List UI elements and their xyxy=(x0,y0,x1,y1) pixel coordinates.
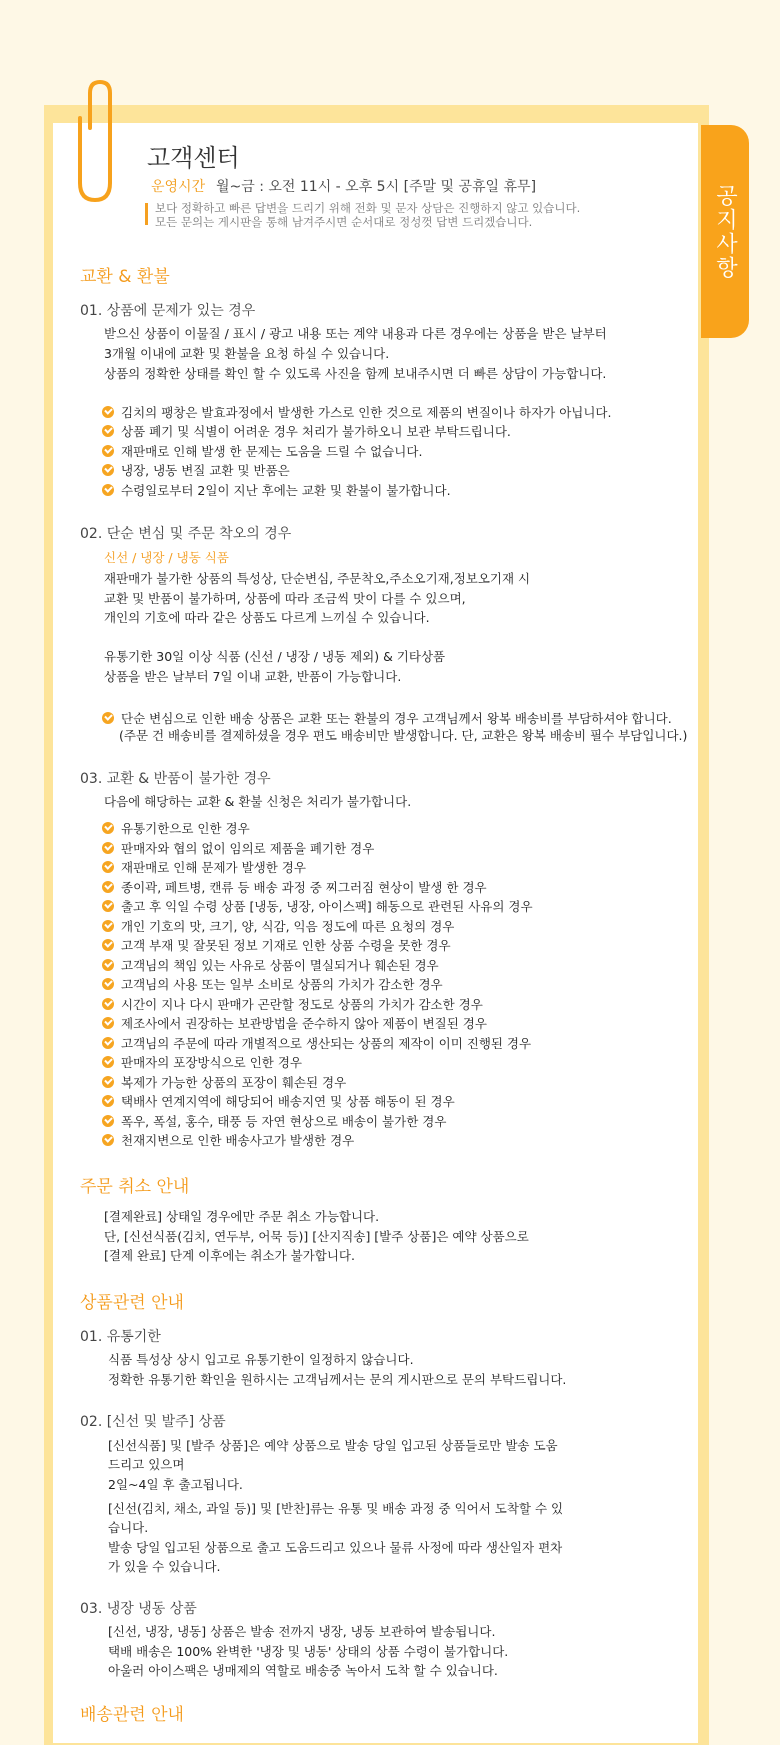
check-icon xyxy=(102,822,114,834)
list-item: 고객 부재 및 잘못된 정보 기재로 인한 상품 수령을 못한 경우 xyxy=(102,936,451,954)
paragraph-line: [결제완료] 상태일 경우에만 주문 취소 가능합니다. xyxy=(104,1209,380,1224)
list-item: 고객님의 책임 있는 사유로 상품이 멸실되거나 훼손된 경우 xyxy=(102,956,439,974)
paragraph-line: [결제 완료] 단계 이후에는 취소가 불가합니다. xyxy=(104,1248,355,1263)
category-label: 신선 / 냉장 / 냉동 식품 xyxy=(104,550,229,565)
check-icon xyxy=(102,959,114,971)
paragraph-line: 2일~4일 후 출고됩니다. xyxy=(108,1477,243,1492)
section-title-delivery: 배송관련 안내 xyxy=(80,1705,184,1725)
check-icon xyxy=(102,998,114,1010)
check-icon xyxy=(102,920,114,932)
list-item: 단순 변심으로 인한 배송 상품은 교환 또는 환불의 경우 고객님께서 왕복 배송비를 부담하셔야 합니다. xyxy=(102,709,672,727)
section-title-cancel: 주문 취소 안내 xyxy=(80,1177,190,1197)
list-item: 천재지변으로 인한 배송사고가 발생한 경우 xyxy=(102,1131,354,1149)
paragraph-line: [신선식품] 및 [발주 상품]은 예약 상품으로 발송 당일 입고된 상품들로만 발송 도움 xyxy=(108,1438,558,1453)
check-icon xyxy=(102,978,114,990)
section-title-product: 상품관련 안내 xyxy=(80,1293,184,1313)
list-item: 고객님의 사용 또는 일부 소비로 상품의 가치가 감소한 경우 xyxy=(102,975,443,993)
paperclip-icon xyxy=(70,78,120,208)
check-icon xyxy=(102,425,114,437)
list-item: 복제가 가능한 상품의 포장이 훼손된 경우 xyxy=(102,1073,346,1091)
paragraph-line: 교환 및 반품이 불가하며, 상품에 따라 조금씩 맛이 다를 수 있으며, xyxy=(104,591,466,606)
subsection-heading: 01. 상품에 문제가 있는 경우 xyxy=(80,303,256,319)
paragraph-line: 받으신 상품이 이물질 / 표시 / 광고 내용 또는 계약 내용과 다른 경우에는 상품을 받은 날부터 xyxy=(104,326,607,341)
notice-accent-bar xyxy=(145,203,148,225)
check-icon xyxy=(102,445,114,457)
check-icon xyxy=(102,1017,114,1029)
list-item: 냉장, 냉동 변질 교환 및 반품은 xyxy=(102,461,290,479)
paragraph-line: 택배 배송은 100% 완벽한 '냉장 및 냉동' 상태의 상품 수령이 불가합니다. xyxy=(108,1644,509,1659)
list-item: 상품 폐기 및 식별이 어려운 경우 처리가 불가하오니 보관 부탁드립니다. xyxy=(102,422,511,440)
check-icon xyxy=(102,1076,114,1088)
check-icon xyxy=(102,1037,114,1049)
paragraph-line: 가 있을 수 있습니다. xyxy=(108,1559,221,1574)
subsection-heading: 01. 유통기한 xyxy=(80,1329,161,1345)
subsection-heading: 03. 교환 & 반품이 불가한 경우 xyxy=(80,771,271,787)
hours-label: 운영시간 xyxy=(151,179,206,195)
check-icon xyxy=(102,406,114,418)
list-item: 재판매로 인해 문제가 발생한 경우 xyxy=(102,858,306,876)
check-icon xyxy=(102,861,114,873)
page-title: 고객센터 xyxy=(147,144,240,172)
list-item: 판매자의 포장방식으로 인한 경우 xyxy=(102,1053,302,1071)
check-icon xyxy=(102,464,114,476)
paragraph-line: 아울러 아이스팩은 냉매제의 역할로 배송중 녹아서 도착 할 수 있습니다. xyxy=(108,1663,498,1678)
paragraph-line: 드리고 있으며 xyxy=(108,1457,185,1472)
notice-line: 보다 정확하고 빠른 답변을 드리기 위해 전화 및 문자 상담은 진행하지 않고 있습니다. xyxy=(155,201,581,215)
list-item: 제조사에서 권장하는 보관방법을 준수하지 않아 제품이 변질된 경우 xyxy=(102,1014,487,1032)
paragraph-line: [신선(김치, 채소, 과일 등)] 및 [반찬]류는 유통 및 배송 과정 중 익어서 도착할 수 있 xyxy=(108,1501,564,1516)
paragraph-line: 3개월 이내에 교환 및 환불을 요청 하실 수 있습니다. xyxy=(104,346,390,361)
list-item: 김치의 팽창은 발효과정에서 발생한 가스로 인한 것으로 제품의 변질이나 하자가 아닙니다. xyxy=(102,403,611,421)
list-item: 종이곽, 페트병, 캔류 등 배송 과정 중 찌그러짐 현상이 발생 한 경우 xyxy=(102,878,487,896)
section-title-exchange: 교환 & 환불 xyxy=(80,267,170,287)
paragraph-line: 식품 특성상 상시 입고로 유통기한이 일정하지 않습니다. xyxy=(108,1352,414,1367)
list-item: 택배사 연계지역에 해당되어 배송지연 및 상품 해동이 된 경우 xyxy=(102,1092,455,1110)
tab-notice[interactable] xyxy=(701,125,749,338)
check-icon xyxy=(102,484,114,496)
list-item: 폭우, 폭설, 홍수, 태풍 등 자연 현상으로 배송이 불가한 경우 xyxy=(102,1112,446,1130)
check-icon xyxy=(102,1115,114,1127)
hours-text: 월~금 : 오전 11시 - 오후 5시 [주말 및 공휴일 휴무] xyxy=(216,179,537,195)
check-icon xyxy=(102,842,114,854)
subsection-heading: 02. [신선 및 발주] 상품 xyxy=(80,1414,226,1430)
paragraph-line: [신선, 냉장, 냉동] 상품은 발송 전까지 냉장, 냉동 보관하여 발송됩니다. xyxy=(108,1624,496,1639)
paragraph-line: 단, [신선식품(김치, 연두부, 어묵 등)] [산지직송] [발주 상품]은 예약 상품으로 xyxy=(104,1229,529,1244)
list-item: 수령일로부터 2일이 지난 후에는 교환 및 환불이 불가합니다. xyxy=(102,481,451,499)
paragraph-line: 재판매가 불가한 상품의 특성상, 단순변심, 주문착오,주소오기재,정보오기재 시 xyxy=(104,571,531,586)
tab-notice-label: 공지사항 xyxy=(712,183,738,280)
check-icon xyxy=(102,900,114,912)
list-item: 출고 후 익일 수령 상품 [냉동, 냉장, 아이스팩] 해동으로 관련된 사유의 경우 xyxy=(102,897,533,915)
list-item: 판매자와 협의 없이 임의로 제품을 폐기한 경우 xyxy=(102,839,374,857)
paragraph-line: 다음에 해당하는 교환 & 환불 신청은 처리가 불가합니다. xyxy=(104,794,412,809)
subsection-heading: 02. 단순 변심 및 주문 착오의 경우 xyxy=(80,526,292,542)
notice-line: 모든 문의는 게시판을 통해 남겨주시면 순서대로 정성껏 답변 드리겠습니다. xyxy=(155,215,533,229)
list-item: 재판매로 인해 발생 한 문제는 도움을 드릴 수 없습니다. xyxy=(102,442,422,460)
list-item: 고객님의 주문에 따라 개별적으로 생산되는 상품의 제작이 이미 진행된 경우 xyxy=(102,1034,531,1052)
paragraph-line: 개인의 기호에 따라 같은 상품도 다르게 느끼실 수 있습니다. xyxy=(104,610,430,625)
check-icon xyxy=(102,939,114,951)
check-icon xyxy=(102,1134,114,1146)
list-item: 유통기한으로 인한 경우 xyxy=(102,819,250,837)
check-icon xyxy=(102,712,114,724)
check-icon xyxy=(102,1095,114,1107)
check-icon xyxy=(102,881,114,893)
paragraph-line: 상품의 정확한 상태를 확인 할 수 있도록 사진을 함께 보내주시면 더 빠른 상담이 가능합니다. xyxy=(104,366,607,381)
list-item: 개인 기호의 맛, 크기, 양, 식감, 익음 정도에 따른 요청의 경우 xyxy=(102,917,454,935)
paragraph-line: 정확한 유통기한 확인을 원하시는 고객님께서는 문의 게시판으로 문의 부탁드립니다. xyxy=(108,1372,567,1387)
subsection-heading: 03. 냉장 냉동 상품 xyxy=(80,1601,197,1617)
paragraph-line: 습니다. xyxy=(108,1520,149,1535)
paragraph-line: 발송 당일 입고된 상품으로 출고 도움드리고 있으나 물류 사정에 따라 생산일자 편차 xyxy=(108,1540,563,1555)
paragraph-line: 상품을 받은 날부터 7일 이내 교환, 반품이 가능합니다. xyxy=(104,669,402,684)
list-item: 시간이 지나 다시 판매가 곤란할 정도로 상품의 가치가 감소한 경우 xyxy=(102,995,483,1013)
paragraph-line: 유통기한 30일 이상 식품 (신선 / 냉장 / 냉동 제외) & 기타상품 xyxy=(104,649,446,664)
check-icon xyxy=(102,1056,114,1068)
paragraph-line: (주문 건 배송비를 결제하셨을 경우 편도 배송비만 발생합니다. 단, 교환은 왕복 배송비 필수 부담입니다.) xyxy=(119,728,688,743)
